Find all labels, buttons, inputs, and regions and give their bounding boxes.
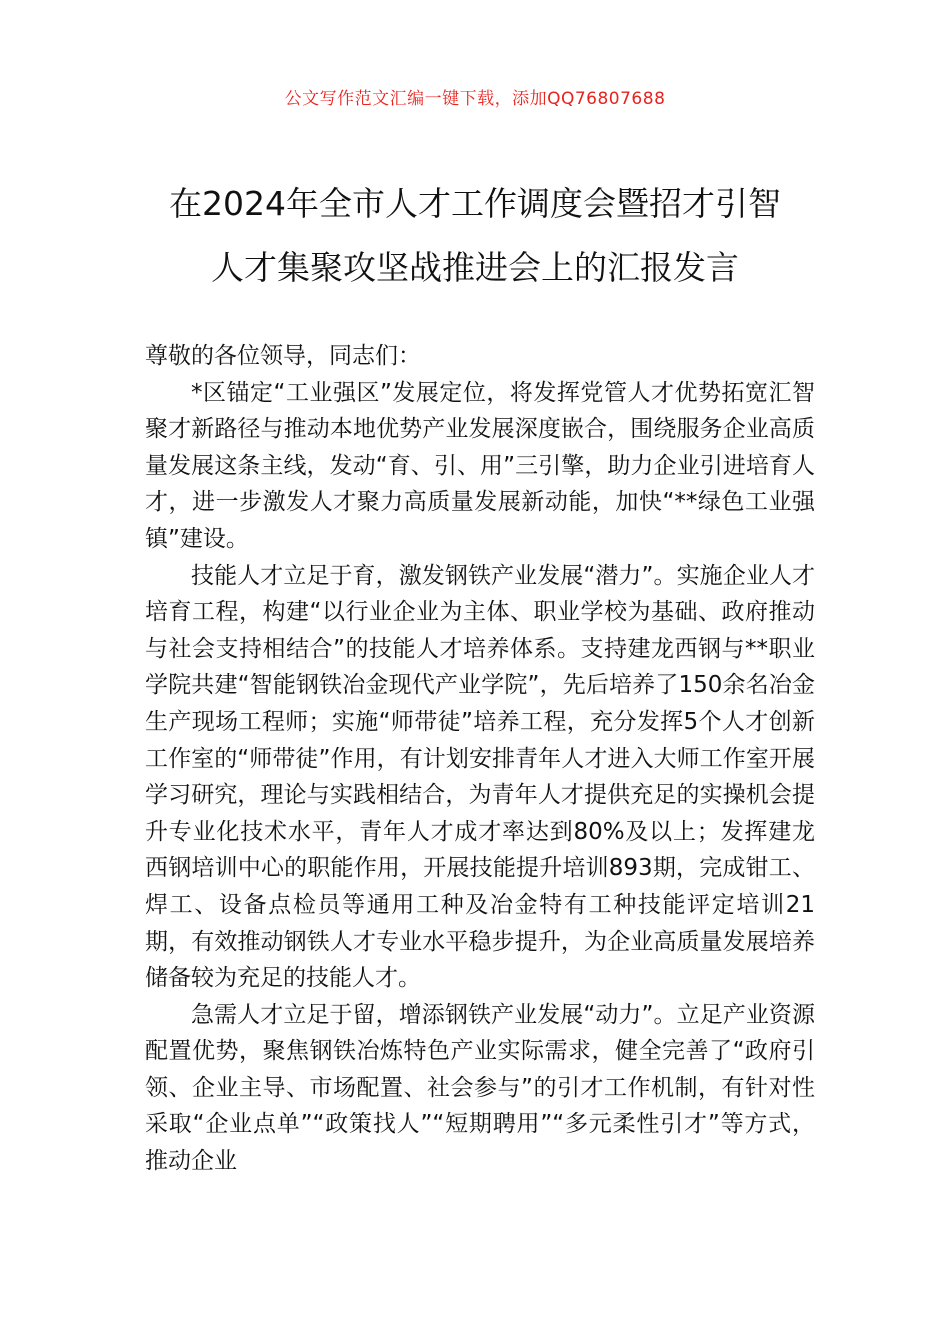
document-body xyxy=(145,338,815,1180)
title-line-1: 在2024年全市人才工作调度会暨招才引智 xyxy=(169,184,781,223)
paragraph: 技能人才立足于育，激发钢铁产业发展“潜力”。实施企业人才培育工程，构建“以行业企业为主体、职业学校为基础、政府推动与社会支持相结合”的技能人才培养体系。支持建龙西钢与**职业学院共建“智能钢铁冶金现代产业学院”，先后培养了150余名冶金生产现场工程师；实施“师带徒”培养工程，充分发挥5个人才创新工作室的“师带徒”作用，有计划安排青年人才进入大师工作室开展学习研究，理论与实践相结合，为青年人才提供充足的实操机会提升专业化技术水平，青年人才成才率达到80%及以上；发挥建龙西钢培训中心的职能作用，开展技能提升培训893期，完成钳工、焊工、设备点检员等通用工种及冶金特有工种技能评定培训21期，有效推动钢铁人才专业水平稳步提升，为企业高质量发展培养储备较为充足的技能人才。 xyxy=(145,562,815,992)
page-title xyxy=(100,172,850,300)
title-line-2: 人才集聚攻坚战推进会上的汇报发言 xyxy=(211,248,739,287)
paragraph: *区锚定“工业强区”发展定位，将发挥党管人才优势拓宽汇智聚才新路径与推动本地优势产业发展深度嵌合，围绕服务企业高质量发展这条主线，发动“育、引、用”三引擎，助力企业引进培育人才，进一步激发人才聚力高质量发展新动能，加快“**绿色工业强镇”建设。 xyxy=(145,379,815,552)
salutation: 尊敬的各位领导，同志们： xyxy=(145,343,421,369)
header-note: 公文写作范文汇编一键下载，添加QQ76807688 xyxy=(284,89,666,109)
paragraph: 急需人才立足于留，增添钢铁产业发展“动力”。立足产业资源配置优势，聚焦钢铁冶炼特色产业实际需求，健全完善了“政府引领、企业主导、市场配置、社会参与”的引才工作机制，有针对性采取“企业点单”“政策找人”“短期聘用”“多元柔性引才”等方式，推动企业 xyxy=(145,1001,815,1175)
